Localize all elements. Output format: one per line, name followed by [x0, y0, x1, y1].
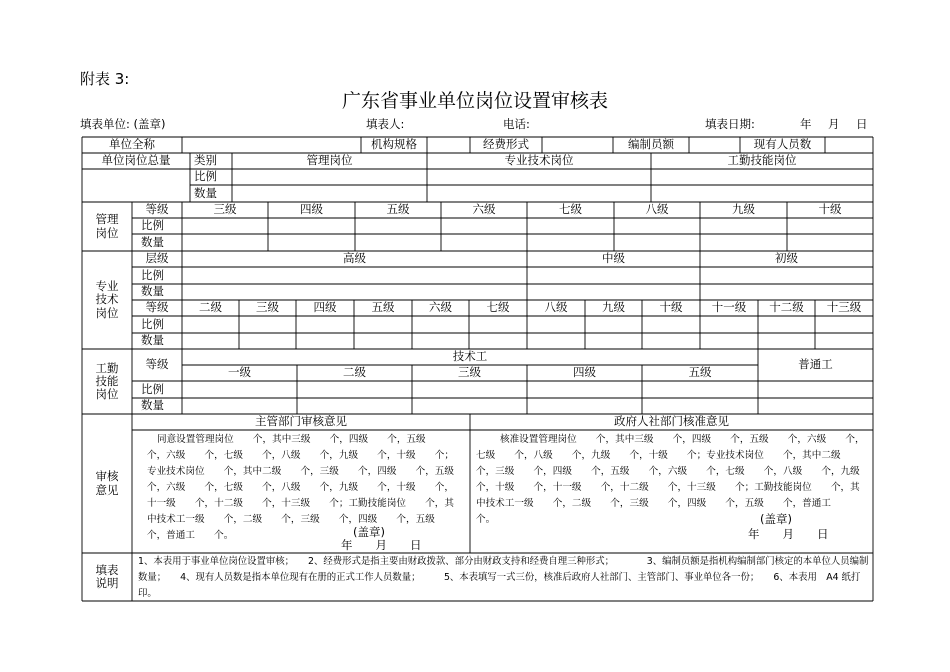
current-staff-label: 现有人员数 — [753, 137, 812, 152]
prof-level: 三级 — [256, 300, 279, 315]
total-posts-label: 单位岗位总量 — [101, 153, 171, 168]
work-level: 四级 — [573, 365, 596, 380]
work-level: 一级 — [228, 365, 251, 380]
prof-tier-high: 高级 — [343, 251, 366, 266]
current-staff-field[interactable] — [825, 137, 873, 153]
work-level: 三级 — [458, 365, 481, 380]
prof-tier-mid: 中级 — [602, 251, 625, 266]
work-level: 五级 — [688, 365, 712, 380]
prof-level: 十一级 — [711, 300, 747, 315]
dept-opinion-text: 同意设置管理岗位 个，其中三级 个，四级 个，五级 个，六级 个，七级 个，八级 个，九级 个，十级 个；专业技术岗位 个，其中二级 个，三级 个，四级 个，五级 个，六级 个，七级 个，八级 个，九级 个，十级 个，十一级 个，十二级 个，十三级 个；工勤技能岗位 个，其中技术工一级 个，二级 个，三级 个，四级 个，五级 个，普通工 个。 — [147, 434, 474, 541]
unit-name-label: 单位全称 — [109, 137, 155, 152]
phone-label: 电话: — [503, 117, 530, 131]
prof-level: 八级 — [544, 300, 568, 315]
fill-date-label: 填表日期: — [705, 117, 755, 131]
work-ratio-label: 比例 — [141, 381, 164, 396]
prof-level: 四级 — [313, 300, 337, 315]
prof-count-label: 数量 — [141, 284, 164, 299]
opinion-section-label: 审核意见 — [95, 469, 119, 497]
gov-date: 年 月 日 — [748, 527, 829, 541]
prof-level: 十级 — [659, 300, 683, 315]
mgmt-grade-label: 等级 — [145, 202, 169, 217]
date-year: 年 — [800, 117, 812, 131]
form-title: 广东省事业单位岗位设置审核表 — [341, 90, 608, 112]
unit-name-field[interactable] — [182, 137, 361, 153]
prof-level: 十三级 — [826, 300, 862, 315]
mgmt-posts-header: 管理岗位 — [306, 153, 353, 168]
prof-count-label-2: 数量 — [141, 333, 164, 348]
prof-posts-header: 专业技术岗位 — [504, 153, 574, 168]
mgmt-level: 五级 — [386, 202, 410, 217]
mgmt-ratio-label: 比例 — [141, 218, 164, 233]
work-grade-label: 等级 — [145, 357, 169, 372]
mgmt-level: 七级 — [559, 202, 582, 217]
prof-tier-label: 层级 — [145, 251, 169, 266]
prof-level: 二级 — [199, 300, 222, 315]
funding-label: 经费形式 — [483, 137, 529, 152]
mgmt-level: 九级 — [732, 202, 755, 217]
attachment-label: 附表 3: — [80, 70, 130, 88]
prof-ratio-label: 比例 — [141, 267, 164, 282]
gov-opinion-title: 政府人社部门核准意见 — [614, 414, 729, 429]
funding-field[interactable] — [542, 137, 613, 153]
date-month: 月 — [828, 117, 840, 131]
mgmt-count-label: 数量 — [141, 234, 164, 249]
prof-level: 五级 — [371, 300, 395, 315]
prof-level: 六级 — [429, 300, 452, 315]
quota-field[interactable] — [689, 137, 740, 153]
work-count-label: 数量 — [141, 398, 164, 413]
prof-level: 九级 — [602, 300, 625, 315]
dept-date: 年 月 日 — [341, 538, 422, 552]
gov-opinion-text: 核准设置管理岗位 个，其中三级 个，四级 个，五级 个，六级 个，七级 个，八级 个，九级 个，十级 个；专业技术岗位 个，其中二级 个，三级 个，四级 个，五级 个，六级 个，七级 个，八级 个，九级 个，十级 个，十一级 个，十二级 个，十三级 个；工勤技能岗位 个，其中技术工一级 个，二级 个，三级 个，四级 个，五级 个，普通工 个。 — [476, 434, 879, 525]
dept-seal: (盖章) — [353, 525, 385, 539]
prof-tier-junior: 初级 — [775, 251, 798, 266]
prof-section-label: 专业技术岗位 — [95, 279, 119, 320]
quota-label: 编制员额 — [628, 137, 674, 152]
mgmt-level: 三级 — [213, 202, 237, 217]
org-spec-field[interactable] — [427, 137, 470, 153]
prof-level: 七级 — [486, 300, 510, 315]
dept-opinion-title: 主管部门审核意见 — [255, 414, 347, 429]
mgmt-level: 六级 — [472, 202, 496, 217]
prof-level: 十二级 — [769, 300, 804, 315]
mgmt-section-label: 管理岗位 — [95, 212, 119, 240]
filling-unit-label: 填表单位: (盖章) — [80, 117, 166, 131]
work-posts-header: 工勤技能岗位 — [727, 153, 797, 168]
mgmt-level: 十级 — [818, 202, 842, 217]
filler-label: 填表人: — [366, 117, 405, 131]
ratio-label: 比例 — [194, 169, 217, 184]
count-label: 数量 — [194, 185, 217, 200]
date-day: 日 — [856, 117, 868, 131]
mgmt-level: 四级 — [300, 202, 323, 217]
mgmt-level: 八级 — [645, 202, 669, 217]
work-section-label: 工勤技能岗位 — [95, 360, 119, 402]
notes-text: 1、本表用于事业单位岗位设置审核； 2、经费形式是指主要由财政拨款、部分由财政支持和经费自理三种形式； 3、编制员额是指机构编制部门核定的本单位人员编制数量； 4、现有人员数是指本单位现有在册的正式工作人员数量； 5、本表填写一式三份，核准后政府人社部门、主管部门、事业单位各一份； 6、本表用 A4 纸打印。 — [138, 556, 869, 599]
notes-section-label: 填表说明 — [95, 562, 119, 590]
work-tech-header: 技术工 — [452, 349, 488, 364]
category-label: 类别 — [194, 153, 217, 168]
work-level: 二级 — [343, 365, 366, 380]
work-general-header: 普通工 — [798, 357, 833, 372]
prof-grade-label: 等级 — [145, 300, 169, 315]
gov-seal: (盖章) — [760, 512, 792, 526]
org-spec-label: 机构规格 — [371, 137, 417, 152]
prof-ratio-label-2: 比例 — [141, 316, 164, 331]
